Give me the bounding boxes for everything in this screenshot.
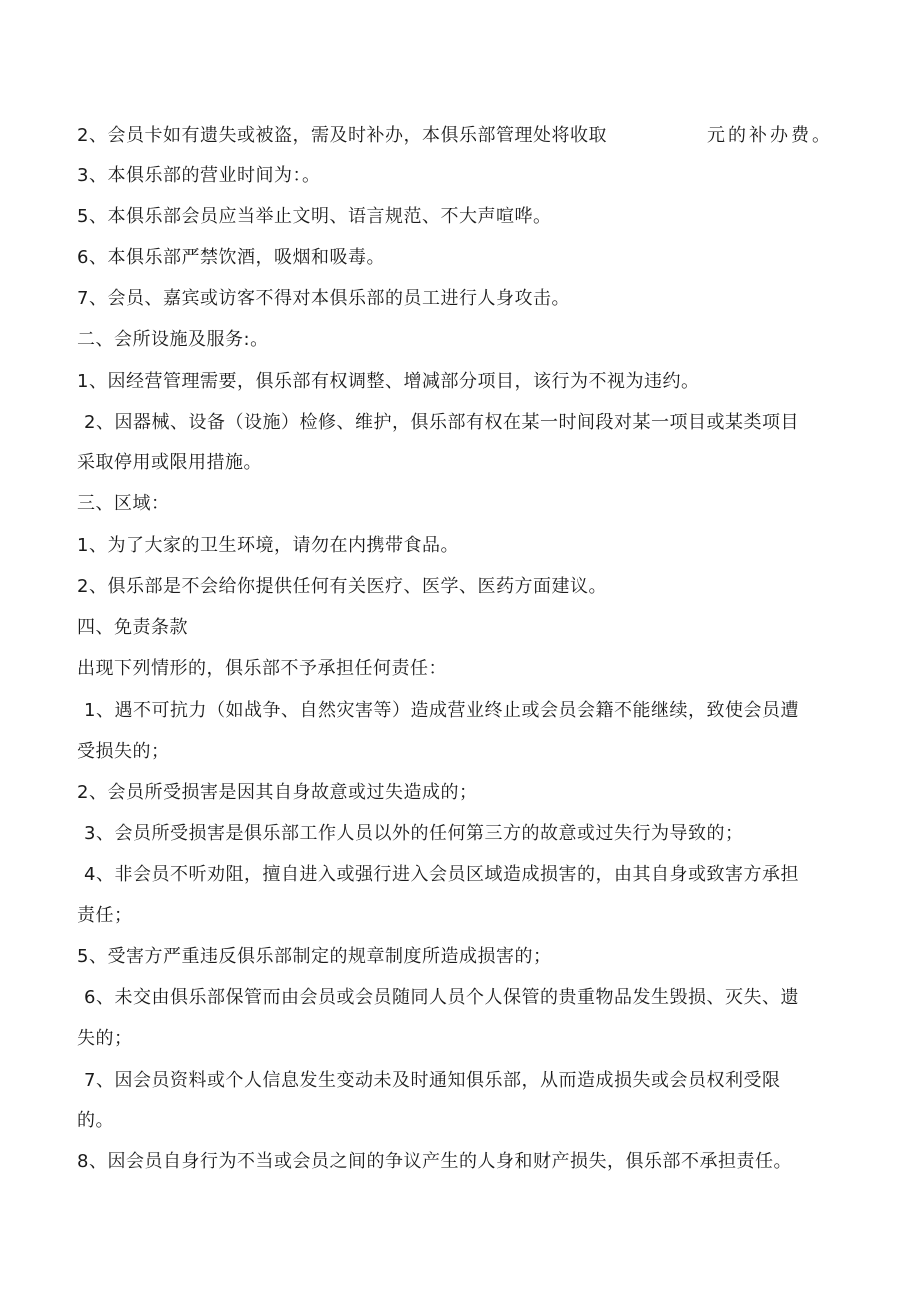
rule-line: 2、会员所受损害是因其自身故意或过失造成的；: [77, 782, 478, 803]
rule-line: 2、俱乐部是不会给你提供任何有关医疗、医学、医药方面建议。: [77, 576, 607, 597]
rule-line: 1、为了大家的卫生环境，请勿在内携带食品。: [77, 535, 459, 556]
rule-line: 6、本俱乐部严禁饮酒，吸烟和吸毒。: [77, 247, 385, 268]
rule-line: 失的；: [77, 1028, 133, 1049]
rule-line: 7、会员、嘉宾或访客不得对本俱乐部的员工进行人身攻击。: [77, 288, 570, 309]
rule-line: 5、受害方严重违反俱乐部制定的规章制度所造成损害的；: [77, 946, 552, 967]
rule-line: 3、会员所受损害是俱乐部工作人员以外的任何第三方的故意或过失行为导致的；: [84, 823, 744, 844]
rule-line: 3、本俱乐部的营业时间为：。: [77, 165, 321, 186]
rule-line: 7、因会员资料或个人信息发生变动未及时通知俱乐部，从而造成损失或会员权利受限: [84, 1070, 781, 1091]
rule-text: 2、会员卡如有遗失或被盗，需及时补办，本俱乐部管理处将收取: [77, 125, 607, 146]
rule-line: 出现下列情形的，俱乐部不予承担任何责任：: [77, 658, 447, 679]
section-heading: 二、会所设施及服务:。: [77, 329, 269, 350]
rule-line: 的。: [77, 1110, 114, 1131]
rule-line: 5、本俱乐部会员应当举止文明、语言规范、不大声喧哗。: [77, 206, 552, 227]
rule-line: 4、非会员不听劝阻，擅自进入或强行进入会员区域造成损害的，由其自身或致害方承担: [84, 864, 799, 885]
rule-line: 责任；: [77, 905, 133, 926]
rule-line: 8、因会员自身行为不当或会员之间的争议产生的人身和财产损失，俱乐部不承担责任。: [77, 1151, 792, 1172]
rule-line: 6、未交由俱乐部保管而由会员或会员随同人员个人保管的贵重物品发生毁损、灭失、遗: [84, 987, 799, 1008]
section-heading: 四、免责条款: [77, 617, 188, 638]
section-heading: 三、区域：: [77, 493, 170, 514]
rule-line: 1、遇不可抗力（如战争、自然灾害等）造成营业终止或会员会籍不能继续，致使会员遭: [84, 700, 799, 721]
rule-line: [77, 124, 833, 148]
rule-line: 1、因经营管理需要，俱乐部有权调整、增减部分项目，该行为不视为违约。: [77, 371, 700, 392]
rule-line: 采取停用或限用措施。: [77, 452, 262, 473]
rule-text-tail: 元的补办费。: [706, 125, 833, 146]
rule-line: 2、因器械、设备（设施）检修、维护，俱乐部有权在某一时间段对某一项目或某类项目: [84, 412, 799, 433]
rule-line: 受损失的；: [77, 741, 170, 762]
